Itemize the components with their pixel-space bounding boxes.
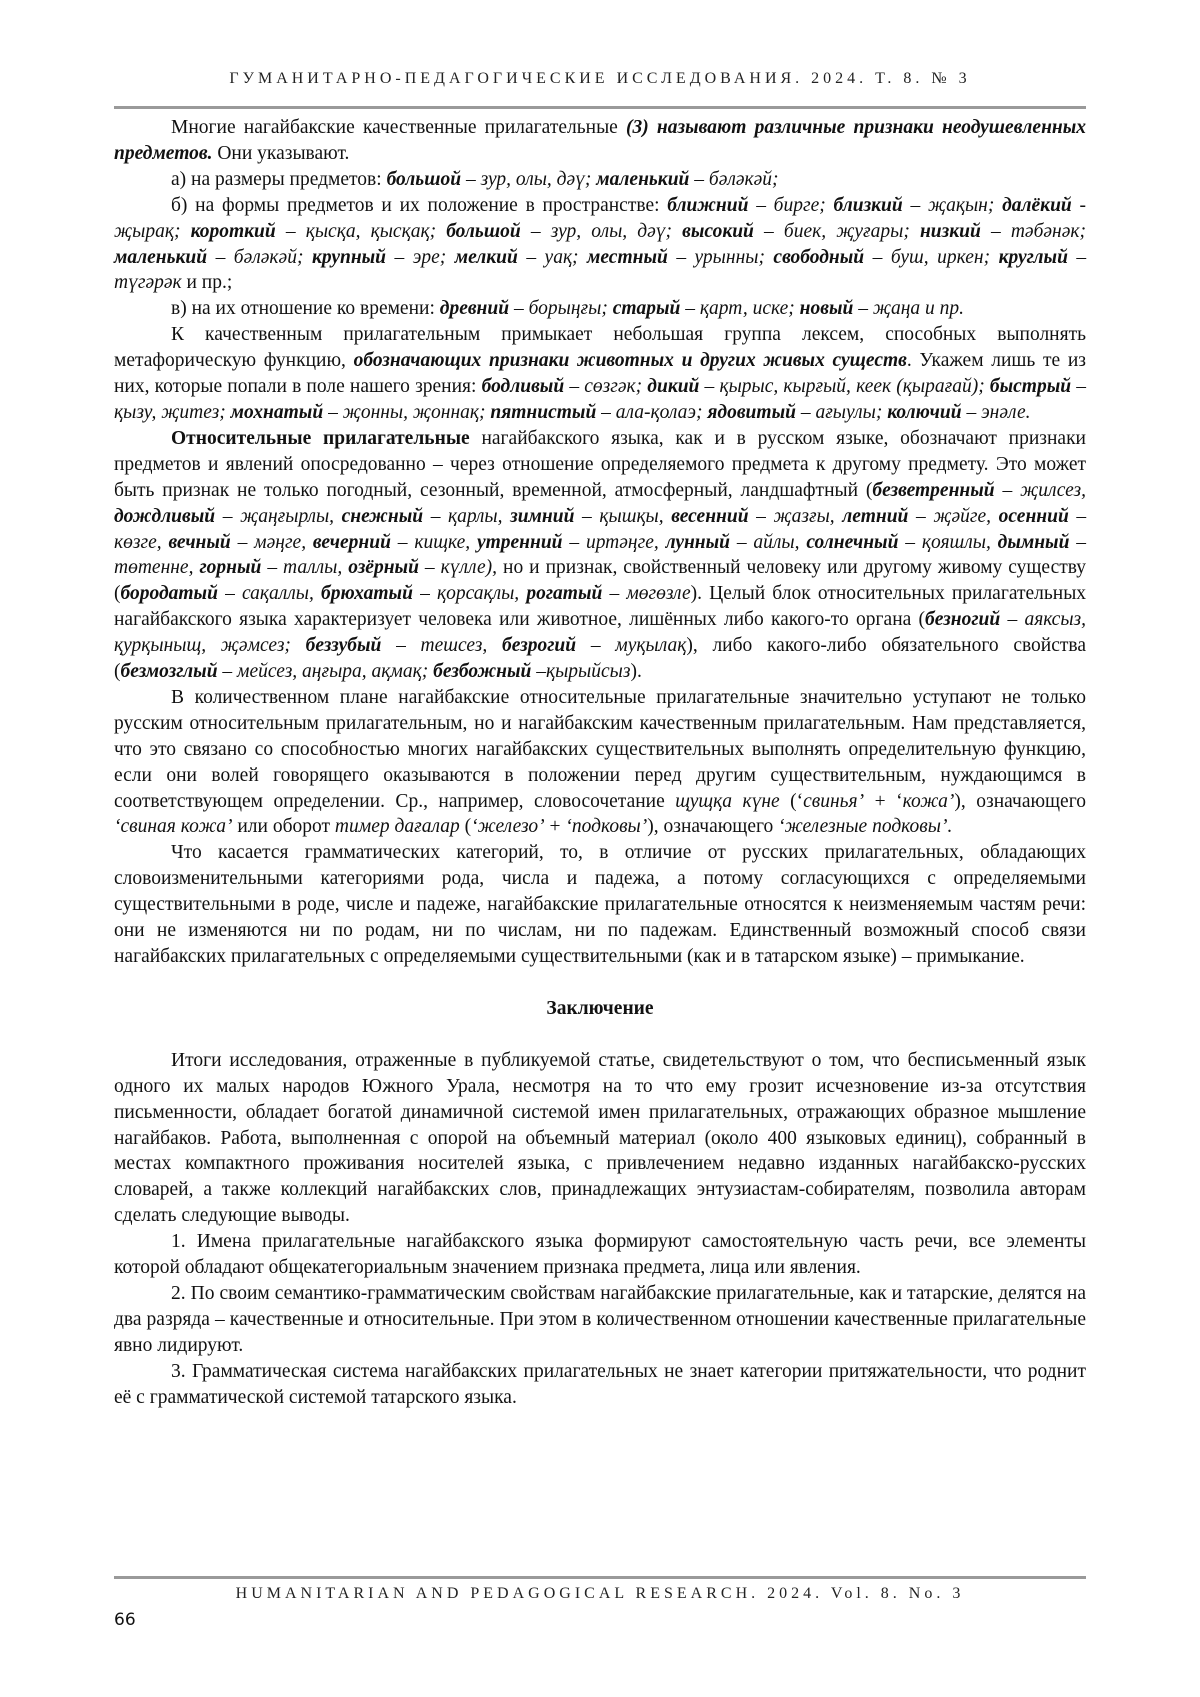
running-footer: HUMANITARIAN AND PEDAGOGICAL RESEARCH. 2024. Vol. 8. No. 3 — [235, 1585, 965, 1602]
paragraph: 1. Имена прилагательные нагайбакского языка формируют самостоятельную часть речи, все элементы которой обладают общекатегориальным значением признака предмета, лица или явления. — [114, 1231, 1086, 1279]
paragraph: в) на их отношение ко времени: древний – борыңғы; старый – қарт, иске; новый – җаңа и пр. — [171, 298, 965, 320]
paragraph: Многие нагайбакские качественные прилагательные (3) называют различные признаки неодушевленных предметов. Они указывают. — [114, 117, 1086, 164]
page-number: 66 — [114, 1610, 136, 1630]
footer-rule — [114, 1576, 1086, 1579]
paragraph: Итоги исследования, отраженные в публикуемой статье, свидетельствуют о том, что бесписьменный язык одного их малых народов Южного Урала, несмотря на то что ему грозит исчезновение из-за отсутствия письменности, обладает богатой динамичной системой имен прилагательных, отражающих образное мышление нагайбаков. Работа, выполненная с опорой на объемный материал (около 400 языковых единиц), собранный в местах компактного проживания носителей языка, с привлечением недавно изданных нагайбакско-русских словарей, а также коллекций нагайбакских слов, принадлежащих энтузиастам-собирателям, позволила авторам сделать следующие выводы. — [114, 1049, 1086, 1227]
paragraph: В количественном плане нагайбакские относительные прилагательные значительно уступают не только русским относительным прилагательным, но и нагайбакским качественным прилагательным. Нам представляется, что это связано со способностью многих нагайбакских существительных выполнять определительную функцию, если они волей говорящего оказываются в положении перед другим существительным, нуждающимся в соответствующем определении. Ср., например, словосочетание щущқа күне (‘свинья’ + ‘кожа’), означающего ‘свиная кожа’ или оборот тимер дағалар (‘железо’ + ‘подковы’), означающего ‘железные подковы’. — [114, 686, 1086, 838]
paragraph: Относительные прилагательные нагайбакского языка, как и в русском языке, обозначают признаки предметов и явлений опосредованно – через отношение определяемого предмета к другому предмету. Это может быть признак не только погодный, сезонный, временной, атмосферный, ландшафтный (безветренный – җилсез, дождливый – җаңғырлы, снежный – қарлы, зимний – қышқы, весенний – җазғы, летний – җәйге, осенний – көзге, вечный – мәңге, вечерний – кищке, утренний – иртәңге, лунный – айлы, солнечный – қояшлы, дымный – төтенне, горный – таллы, озёрный – күлле), но и признак, свойственный человеку или другому живому существу (бородатый – сақаллы, брюхатый – қорсақлы, рогатый – мөгөзле). Целый блок относительных прилагательных нагайбакского языка характеризует человека или животное, лишённых либо какого-то органа (безногий – аяксыз, қурқыныщ, җәмсез; беззубый – тешсез, безрогий – муқылақ), либо какого-либо обязательного свойства (безмозглый – мейсез, аңғыра, ақмақ; безбожный –қырыйсыз). — [114, 427, 1087, 683]
paragraph: а) на размеры предметов: большой – зур, олы, дәү; маленький – бәләкәй; — [171, 168, 779, 190]
paragraph: Что касается грамматических категорий, то, в отличие от русских прилагательных, обладающих словоизменительными категориями рода, числа и падежа, а потому согласующихся с определяемыми существительными в роде, числе и падеже, нагайбакские прилагательные относятся к неизменяемым частям речи: они не изменяются ни по родам, ни по числам, ни по падежам. Единственный возможный способ связи нагайбакских прилагательных с определяемыми существительными (как и в татарском языке) – примыкание. — [114, 842, 1086, 967]
article-body — [114, 115, 1086, 1411]
paragraph: 2. По своим семантико-грамматическим свойствам нагайбакские прилагательные, как и татарские, делятся на два разряда – качественные и относительные. При этом в количественном отношении качественные прилагательные явно лидируют. — [114, 1282, 1086, 1356]
paragraph: К качественным прилагательным примыкает небольшая группа лексем, способных выполнять метафорическую функцию, обозначающих признаки животных и других живых существ. Укажем лишь те из них, которые попали в поле нашего зрения: бодливый – сөзгәк; дикий – қырыс, кырғый, кеек (қырағай); быстрый – қызу, җитез; мохнатый – җонны, җоннақ; пятнистый – ала-қолаэ; ядовитый – ағыулы; колючий – энәле. — [114, 324, 1087, 423]
running-header: ГУМАНИТАРНО-ПЕДАГОГИЧЕСКИЕ ИССЛЕДОВАНИЯ. 2024. Т. 8. № 3 — [229, 70, 971, 87]
section-heading: Заключение — [546, 997, 654, 1019]
header-rule — [114, 106, 1086, 109]
paragraph: б) на формы предметов и их положение в пространстве: ближний – бирге; близкий – җақын; далёкий - җырақ; короткий – қысқа, қысқақ; большой – зур, олы, дәү; высокий – биек, җуғары; низкий – тәбәнәк; маленький – бәләкәй; крупный – эре; мелкий – уақ; местный – урынны; свободный – буш, иркен; круглый – түгәрәк и пр.; — [114, 194, 1087, 294]
paragraph: 3. Грамматическая система нагайбакских прилагательных не знает категории притяжательности, что роднит её с грамматической системой татарского языка. — [114, 1360, 1086, 1408]
